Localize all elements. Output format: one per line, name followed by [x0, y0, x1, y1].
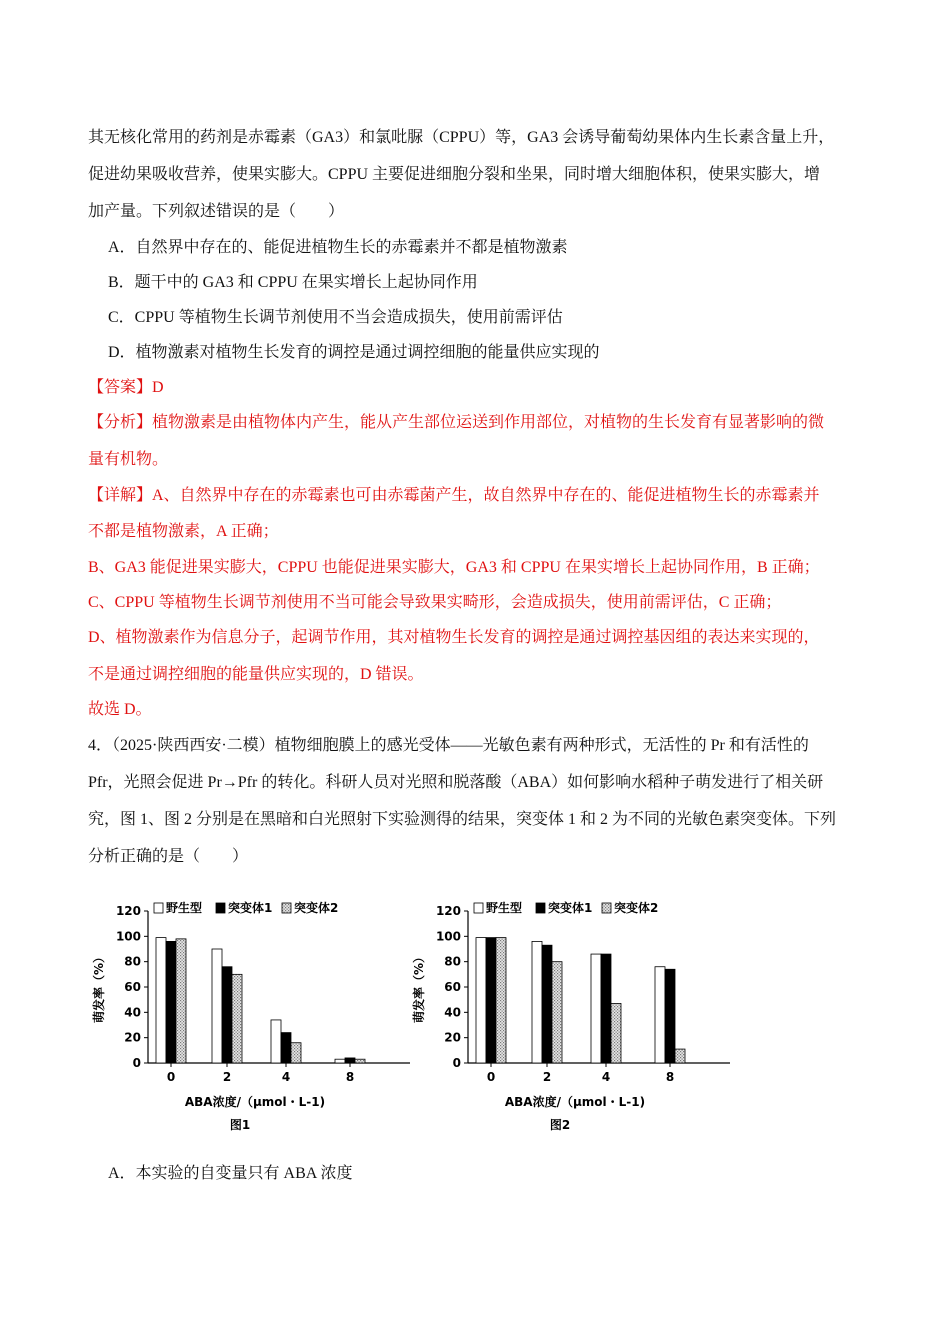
q4-option-a: A．本实验的自变量只有 ABA 浓度: [108, 1165, 353, 1182]
answer: 【答案】D: [88, 379, 164, 396]
bar-1-4: [591, 954, 601, 1063]
y-tick-label: 40: [124, 1005, 141, 1020]
bar-2-2: [222, 967, 232, 1063]
x-tick-label: 0: [166, 1070, 176, 1084]
q4-line-3: 究，图 1、图 2 分别是在黑暗和白光照射下实验测得的结果，突变体 1 和 2 为不同的光敏色素突变体。下列: [88, 811, 837, 828]
conclusion: 故选 D。: [88, 701, 152, 718]
legend-label: 野生型: [166, 901, 203, 915]
legend-label: 突变体1: [548, 901, 593, 915]
stem-line-2: 促进幼果吸收营养，使果实膨大。CPPU 主要促进细胞分裂和坐果，同时增大细胞体积，使果实膨大，增: [88, 166, 821, 183]
x-tick-label: 0: [486, 1070, 496, 1084]
detail-line-3: B、GA3 能促进果实膨大，CPPU 也能促进果实膨大，GA3 和 CPPU 在果实增长上起协同作用，B 正确；: [88, 559, 820, 576]
y-tick-label: 80: [124, 954, 141, 969]
y-tick-label: 20: [124, 1030, 141, 1045]
bar-2-4: [601, 954, 611, 1063]
bar-1-2: [532, 941, 542, 1063]
y-tick-label: 40: [444, 1005, 461, 1020]
bar-3-0: [176, 939, 186, 1063]
x-tick-label: 2: [542, 1070, 552, 1084]
detail-line-4: C、CPPU 等植物生长调节剂使用不当可能会导致果实畸形，会造成损失，使用前需评估，C 正确；: [88, 594, 782, 611]
stem-line-1: 其无核化常用的药剂是赤霉素（GA3）和氯吡脲（CPPU）等，GA3 会诱导葡萄幼果体内生长素含量上升，: [88, 129, 835, 146]
bar-3-8: [355, 1059, 365, 1063]
option-c: C．CPPU 等植物生长调节剂使用不当会造成损失，使用前需评估: [108, 309, 563, 326]
y-tick-label: 80: [444, 954, 461, 969]
legend-swatch: [536, 903, 545, 913]
analysis-line-1: 【分析】植物激素是由植物体内产生，能从产生部位运送到作用部位，对植物的生长发育有显著影响的微: [88, 414, 825, 431]
legend-label: 突变体2: [614, 901, 659, 915]
legend-swatch: [216, 903, 225, 913]
bar-3-2: [552, 962, 562, 1063]
x-tick-label: 4: [281, 1070, 291, 1084]
q4-line-4: 分析正确的是（ ）: [88, 848, 249, 865]
detail-line-2: 不都是植物激素，A 正确；: [88, 523, 279, 540]
figure-2-svg: [410, 892, 740, 1142]
q4-line-1: 4．（2025·陕西西安·二模）植物细胞膜上的感光受体——光敏色素有两种形式，无活性的 Pr 和有活性的: [88, 737, 809, 754]
y-tick-label: 60: [124, 980, 141, 994]
option-b: B．题干中的 GA3 和 CPPU 在果实增长上起协同作用: [108, 274, 478, 291]
figure-title: 图1: [229, 1118, 251, 1132]
y-tick-label: 120: [435, 904, 461, 918]
bar-1-8: [335, 1059, 345, 1063]
figure-1-chart: [90, 892, 420, 1142]
bar-3-0: [496, 938, 506, 1063]
x-tick-label: 4: [601, 1070, 611, 1084]
x-tick-label: 8: [345, 1070, 355, 1084]
bar-3-4: [611, 1003, 621, 1063]
analysis-line-2: 量有机物。: [88, 451, 169, 468]
legend-swatch: [154, 903, 163, 913]
detail-line-5: D、植物激素作为信息分子，起调节作用，其对植物生长发育的调控是通过调控基因组的表达来实现的，: [88, 629, 820, 646]
bar-2-0: [486, 938, 496, 1063]
y-axis-label: 萌发率（%）: [92, 950, 106, 1024]
figure-title: 图2: [549, 1118, 571, 1132]
figure-1-svg: [90, 892, 420, 1142]
bar-2-4: [281, 1033, 291, 1063]
bar-2-2: [542, 945, 552, 1063]
detail-line-6: 不是通过调控细胞的能量供应实现的，D 错误。: [88, 666, 424, 683]
bar-1-0: [476, 938, 486, 1063]
y-tick-label: 20: [444, 1030, 461, 1045]
y-tick-label: 0: [132, 1056, 141, 1070]
bar-2-0: [166, 941, 176, 1063]
y-tick-label: 60: [444, 980, 461, 994]
bar-1-2: [212, 949, 222, 1063]
legend-label: 突变体2: [294, 901, 339, 915]
bar-1-4: [271, 1020, 281, 1063]
bar-3-4: [291, 1043, 301, 1063]
y-tick-label: 120: [115, 904, 141, 918]
bar-3-2: [232, 974, 242, 1063]
option-a: A．自然界中存在的、能促进植物生长的赤霉素并不都是植物激素: [108, 239, 568, 256]
x-axis-label: ABA浓度/（μmol・L-1): [504, 1095, 646, 1109]
q4-line-2: Pfr，光照会促进 Pr→Pfr 的转化。科研人员对光照和脱落酸（ABA）如何影响水稻种子萌发进行了相关研: [88, 774, 824, 791]
bar-1-0: [156, 938, 166, 1063]
detail-line-1: 【详解】A、自然界中存在的赤霉素也可由赤霉菌产生，故自然界中存在的、能促进植物生长的赤霉素并: [88, 487, 820, 504]
bar-2-8: [665, 969, 675, 1063]
bar-1-8: [655, 967, 665, 1063]
y-tick-label: 0: [452, 1056, 461, 1070]
y-tick-label: 100: [115, 929, 141, 944]
y-tick-label: 100: [435, 929, 461, 944]
legend-swatch: [282, 903, 291, 913]
legend-swatch: [474, 903, 483, 913]
legend-swatch: [602, 903, 611, 913]
x-tick-label: 8: [665, 1070, 675, 1084]
option-d: D．植物激素对植物生长发育的调控是通过调控细胞的能量供应实现的: [108, 344, 600, 361]
bar-2-8: [345, 1058, 355, 1063]
legend-label: 野生型: [486, 901, 523, 915]
x-tick-label: 2: [222, 1070, 232, 1084]
y-axis-label: 萌发率（%）: [412, 950, 426, 1024]
bar-3-8: [675, 1049, 685, 1063]
stem-line-3: 加产量。下列叙述错误的是（ ）: [88, 203, 345, 220]
legend-label: 突变体1: [228, 901, 273, 915]
figure-2-chart: [410, 892, 740, 1142]
x-axis-label: ABA浓度/（μmol・L-1): [184, 1095, 326, 1109]
